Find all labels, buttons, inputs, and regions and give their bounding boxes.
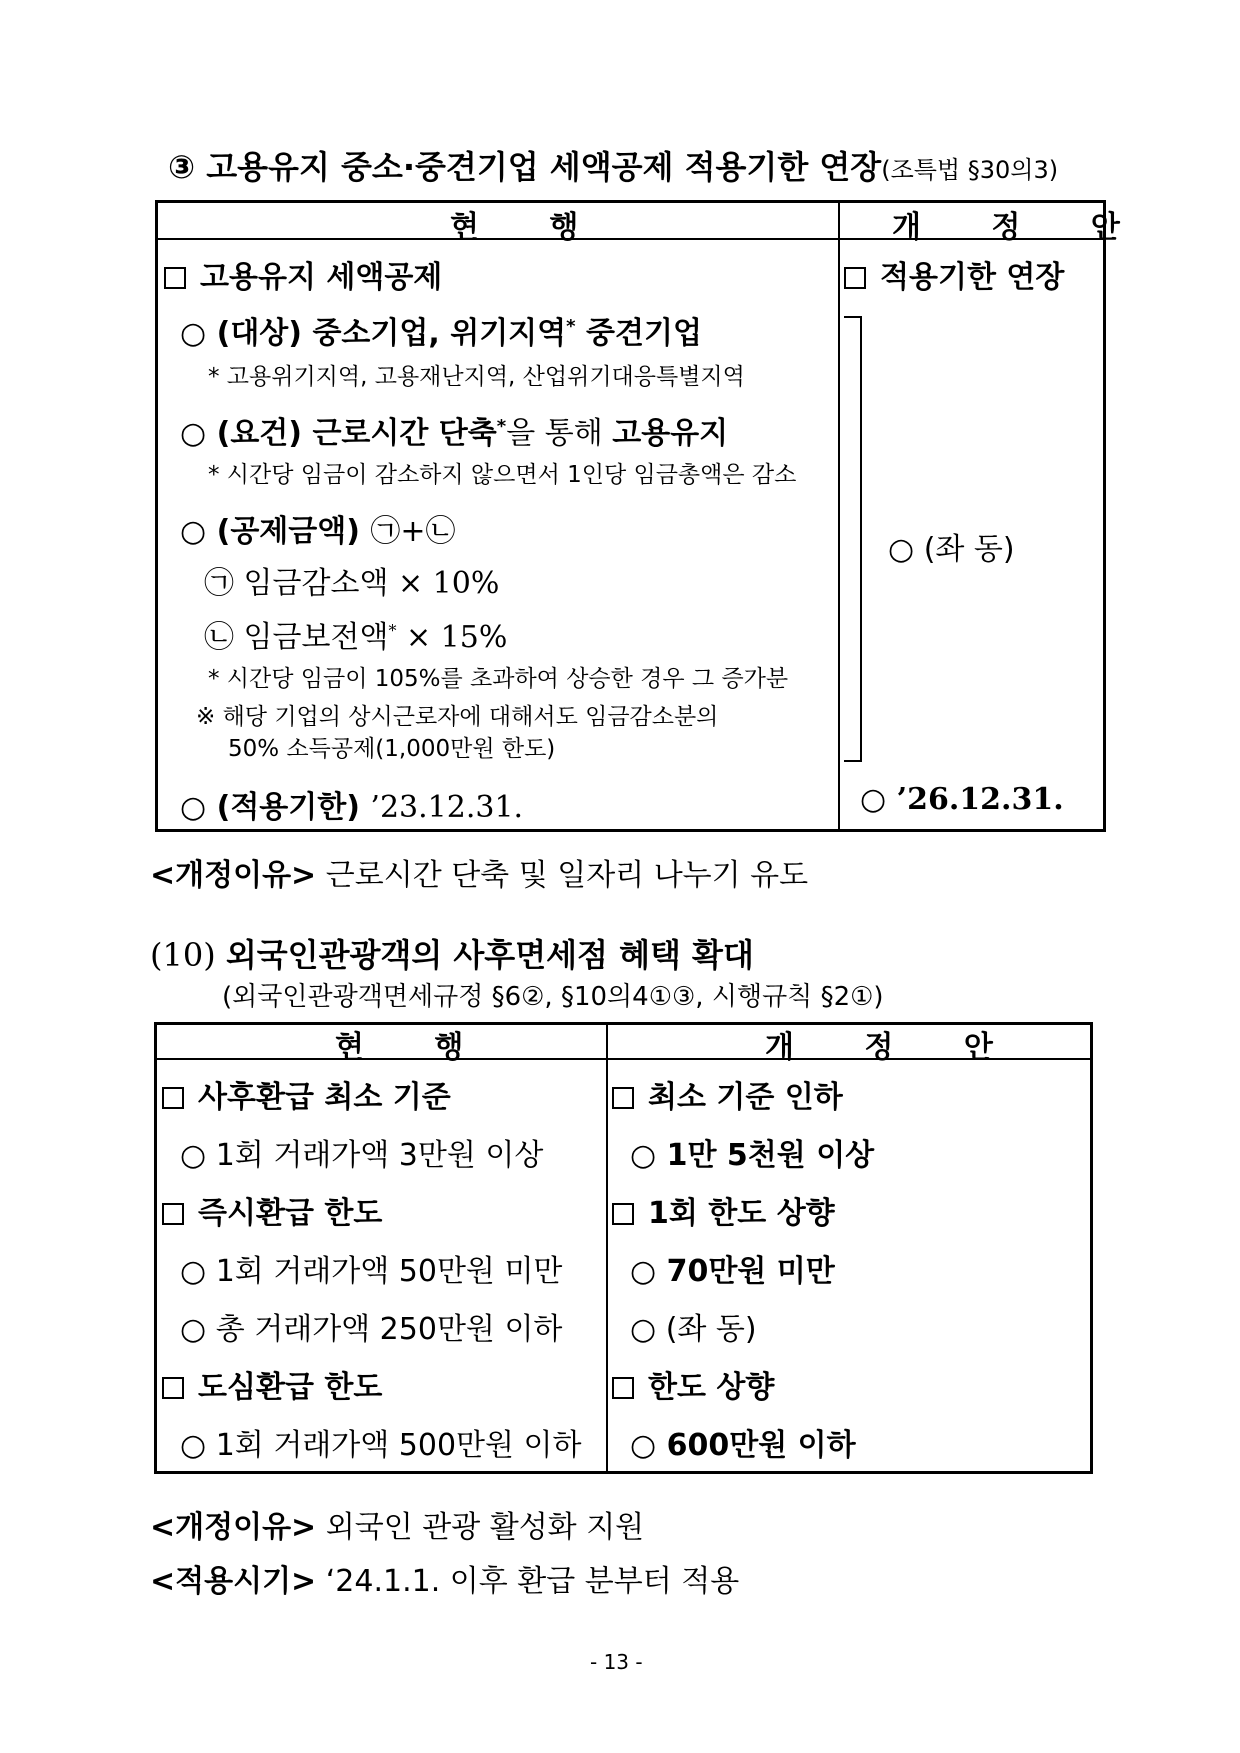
section10-header-current: 현 행 [335,1030,494,1065]
section3-amount-note1: * 시간당 임금이 105%를 초과하여 상승한 경우 그 증가분 [208,666,789,692]
section10-row-current: ○ 1회 거래가액 50만원 미만 [180,1254,563,1289]
section3-legal-ref: (조특법 §30의3) [881,156,1059,184]
section3-requirement-note: * 시간당 임금이 감소하지 않으면서 1인당 임금총액은 감소 [208,462,797,488]
section3-amount: ○ (공제금액) ㉠+㉡ [180,514,456,549]
section10-row-current: 도심환급 한도 [162,1362,382,1406]
section10-row-revised: 최소 기준 인하 [612,1072,843,1116]
section3-amount-b: ㉡ 임금보전액* × 15% [204,620,508,655]
section10-row-revised: ○ 1만 5천원 이상 [630,1138,875,1173]
section10-header-revised: 개 정 안 [765,1030,1023,1065]
checkbox-square-icon [612,1377,634,1399]
checkbox-square-icon [162,1203,184,1225]
section3-header-current: 현 행 [450,210,609,245]
section10-row-revised: 1회 한도 상향 [612,1188,835,1232]
section3-period: ○ (적용기한) ’23.12.31. [180,790,524,825]
section3-requirement: ○ (요건) 근로시간 단축*을 통해 고용유지 [180,416,729,451]
section10-reason: <개정이유> 외국인 관광 활성화 지원 [150,1510,645,1545]
section10-legal-ref: (외국인관광객면세규정 §6②, §10의4①③, 시행규칙 §2①) [222,982,884,1012]
page-number: - 13 - [590,1650,643,1674]
checkbox-square-icon [612,1203,634,1225]
right-bracket-icon [844,316,862,762]
section3-revised-head: 적용기한 연장 [844,252,1064,296]
section3-header-revised: 개 정 안 [892,210,1150,245]
section10-column-divider [606,1024,608,1472]
section10-row-revised: ○ 70만원 미만 [630,1254,835,1289]
checkbox-square-icon [844,267,866,289]
section10-title: (10) 외국인관광객의 사후면세점 혜택 확대 [150,936,754,974]
section10-row-revised: 한도 상향 [612,1362,774,1406]
section3-title: ③ 고용유지 중소·중견기업 세액공제 적용기한 연장(조특법 §30의3) [168,148,1059,186]
section3-target: ○ (대상) 중소기업, 위기지역* 중견기업 [180,316,702,351]
checkbox-square-icon [162,1377,184,1399]
section3-amount-note2a: ※ 해당 기업의 상시근로자에 대해서도 임금감소분의 [196,704,719,730]
section3-current-head: 고용유지 세액공제 [164,252,442,296]
checkbox-square-icon [164,267,186,289]
section10-apply-period: <적용시기> ‘24.1.1. 이후 환급 분부터 적용 [150,1564,740,1599]
section10-row-revised: ○ 600만원 이하 [630,1428,856,1463]
section10-row-current: ○ 1회 거래가액 3만원 이상 [180,1138,544,1173]
section3-amount-note2b: 50% 소득공제(1,000만원 한도) [228,736,556,762]
section3-revised-period: ○ ’26.12.31. [860,782,1064,817]
section10-row-current: ○ 총 거래가액 250만원 이하 [180,1312,563,1347]
section10-row-current: 즉시환급 한도 [162,1188,382,1232]
section3-revised-same: ○ (좌 동) [888,532,1015,567]
section10-row-revised: ○ (좌 동) [630,1312,757,1347]
section3-reason: <개정이유> 근로시간 단축 및 일자리 나누기 유도 [150,858,809,893]
section10-row-current: ○ 1회 거래가액 500만원 이하 [180,1428,582,1463]
section3-column-divider [838,202,840,830]
section3-target-note: * 고용위기지역, 고용재난지역, 산업위기대응특별지역 [208,364,745,390]
checkbox-square-icon [162,1087,184,1109]
checkbox-square-icon [612,1087,634,1109]
section10-row-current: 사후환급 최소 기준 [162,1072,451,1116]
section3-amount-a: ㉠ 임금감소액 × 10% [204,566,500,601]
